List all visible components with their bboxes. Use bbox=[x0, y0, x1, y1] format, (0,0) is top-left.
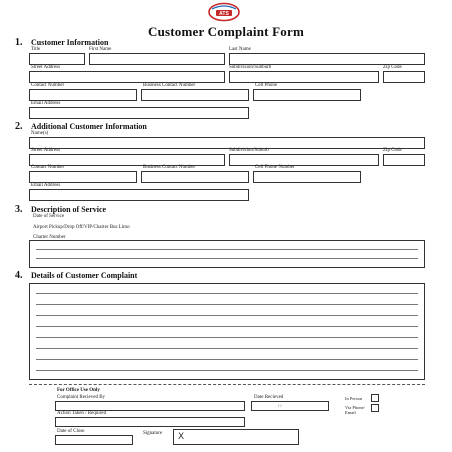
date-received-field[interactable] bbox=[251, 401, 329, 411]
office-separator bbox=[29, 384, 425, 385]
complaint-line-8 bbox=[36, 370, 418, 371]
email2-label: Email Address bbox=[31, 183, 61, 188]
section-3-title: Description of Service bbox=[31, 205, 107, 214]
last-name-label: Last Name bbox=[229, 47, 251, 52]
complaint-line-4 bbox=[36, 326, 418, 327]
action-field[interactable] bbox=[55, 417, 245, 427]
charter-line-2 bbox=[36, 258, 418, 259]
zip2-label: Zip Code bbox=[383, 148, 402, 153]
charter-line-1 bbox=[36, 249, 418, 250]
complaint-line-1 bbox=[36, 293, 418, 294]
contact-field[interactable] bbox=[29, 89, 137, 101]
complaint-line-6 bbox=[36, 348, 418, 349]
email-label: Email Address bbox=[31, 101, 61, 106]
business-label: Business Contact Number bbox=[143, 83, 196, 88]
service-types-label: Airport Pickup/Drop Off/VIP/Charter Bus Limo bbox=[33, 225, 130, 230]
date-received-slashes: / / bbox=[278, 403, 282, 408]
cell-field[interactable] bbox=[253, 89, 361, 101]
title-label: Title bbox=[31, 47, 41, 52]
street-field[interactable] bbox=[29, 71, 225, 83]
signature-x-mark: X bbox=[178, 432, 185, 442]
complaint-line-7 bbox=[36, 359, 418, 360]
subdivision-label: Subdivision/Subburb bbox=[229, 65, 272, 70]
street2-label: Street Address bbox=[31, 148, 61, 153]
section-3-number: 3. bbox=[15, 204, 23, 215]
charter-number-label: Charter Number bbox=[33, 235, 66, 240]
first-name-label: First Name bbox=[89, 47, 112, 52]
complaint-line-5 bbox=[36, 337, 418, 338]
subdivision-field[interactable] bbox=[229, 71, 379, 83]
business2-field[interactable] bbox=[141, 171, 249, 183]
complaint-line-2 bbox=[36, 304, 418, 305]
action-label: Action Taken / Required bbox=[57, 411, 107, 416]
first-name-field[interactable] bbox=[89, 53, 225, 65]
complaint-details-box[interactable] bbox=[29, 283, 425, 380]
last-name-field[interactable] bbox=[229, 53, 425, 65]
section-2-title: Additional Customer Information bbox=[31, 122, 147, 131]
form-title: Customer Complaint Form bbox=[147, 24, 304, 39]
cell2-label: Cell Phone Number bbox=[255, 165, 295, 170]
complaint-line-3 bbox=[36, 315, 418, 316]
section-2-number: 2. bbox=[15, 121, 23, 132]
received-by-field[interactable] bbox=[55, 401, 245, 411]
date-of-service-label: Date of Service bbox=[33, 214, 65, 219]
signature-field[interactable] bbox=[173, 429, 299, 445]
contact2-label: Contact Number bbox=[31, 165, 65, 170]
names-field[interactable] bbox=[29, 137, 425, 149]
logo-text: ATS bbox=[219, 10, 229, 17]
cell2-field[interactable] bbox=[253, 171, 361, 183]
signature-label: Signature bbox=[143, 431, 163, 436]
street-label: Street Address bbox=[31, 65, 61, 70]
zip-field[interactable] bbox=[383, 71, 425, 83]
section-4-title: Details of Customer Complaint bbox=[31, 271, 138, 280]
received-by-label: Complaint Recieved By bbox=[57, 395, 106, 400]
via-phone-email-checkbox[interactable] bbox=[371, 404, 379, 412]
subdivision2-field[interactable] bbox=[229, 154, 379, 166]
title-field[interactable] bbox=[29, 53, 85, 65]
date-close-label: Date of Close bbox=[57, 429, 85, 434]
zip2-field[interactable] bbox=[383, 154, 425, 166]
names-label: Name(s) bbox=[31, 131, 49, 136]
business-field[interactable] bbox=[141, 89, 249, 101]
via-phone-label: Via Phone/ bbox=[345, 405, 365, 410]
contact2-field[interactable] bbox=[29, 171, 137, 183]
subdivision2-label: Subdivision/Suburb bbox=[229, 148, 269, 153]
section-1-number: 1. bbox=[15, 37, 23, 48]
contact-label: Contact Number bbox=[31, 83, 65, 88]
company-logo bbox=[207, 2, 241, 22]
email-field[interactable] bbox=[29, 107, 249, 119]
date-close-field[interactable] bbox=[55, 435, 133, 445]
cell-label: Cell Phone bbox=[255, 83, 278, 88]
date-received-label: Date Recieved bbox=[254, 395, 284, 400]
email-option-label: Email bbox=[345, 410, 356, 415]
section-4-number: 4. bbox=[15, 270, 23, 281]
in-person-checkbox[interactable] bbox=[371, 394, 379, 402]
section-1-title: Customer Information bbox=[31, 38, 109, 47]
office-title: For Office Use Only bbox=[57, 388, 100, 393]
email2-field[interactable] bbox=[29, 189, 249, 201]
business2-label: Business Contact Number bbox=[143, 165, 196, 170]
in-person-label: In Person bbox=[345, 396, 363, 401]
zip-label: Zip Code bbox=[383, 65, 402, 70]
charter-number-box[interactable] bbox=[29, 240, 425, 268]
